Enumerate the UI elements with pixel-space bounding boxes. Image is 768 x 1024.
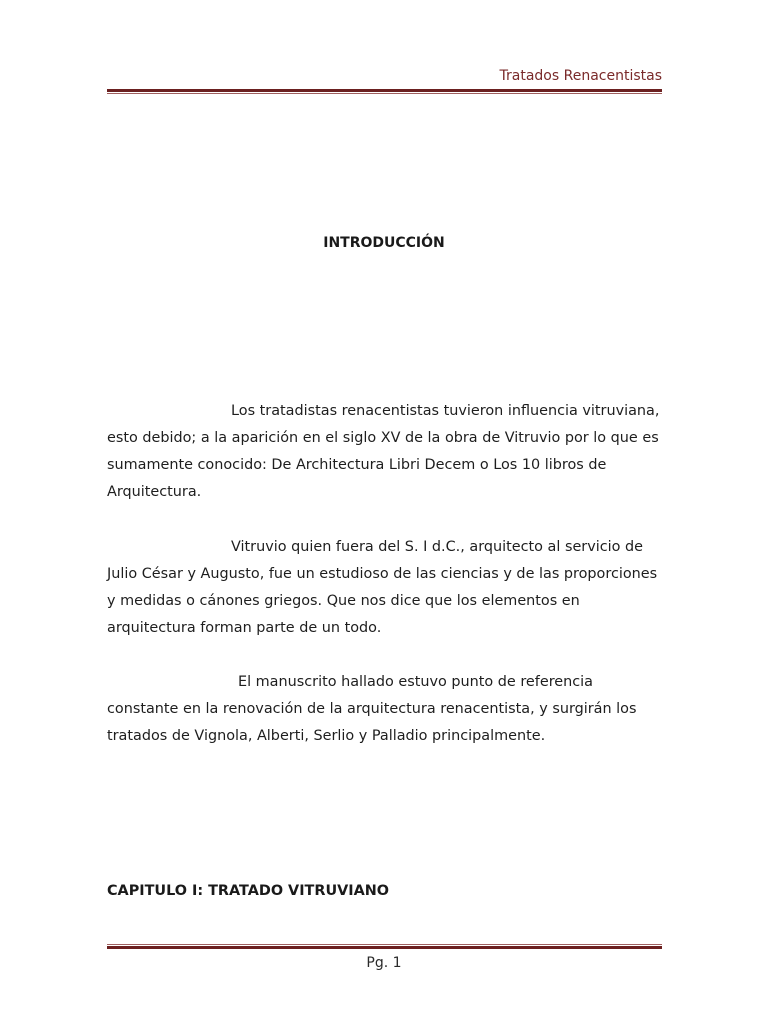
footer-rule-thick	[107, 946, 662, 949]
header-rule-thick	[107, 89, 662, 92]
header-rule	[107, 89, 662, 94]
footer-rule	[107, 944, 662, 949]
paragraph-1: Los tratadistas renacentistas tuvieron influencia vitruviana, esto debido; a la aparición en el siglo XV de la obra de Vitruvio por lo que es sumamente conocido: De Architectura Libri Decem o Los 10 libros de Arquitectura.	[107, 403, 660, 500]
paragraph-3: El manuscrito hallado estuvo punto de referencia constante en la renovación de la arquitectura renacentista, y surgirán los tratados de Vignola, Alberti, Serlio y Palladio principalmente.	[107, 674, 637, 744]
paragraph-2: Vitruvio quien fuera del S. I d.C., arquitecto al servicio de Julio César y Augusto, fue un estudioso de las ciencias y de las proporciones y medidas o cánones griegos. Que nos dice que los elementos en arquitectura forman parte de un todo.	[107, 539, 658, 636]
header-rule-thin	[107, 93, 662, 94]
chapter-title: CAPITULO I: TRATADO VITRUVIANO	[107, 883, 390, 899]
page-number: Pg. 1	[366, 955, 402, 971]
footer-rule-thin	[107, 944, 662, 945]
header-title: Tratados Renacentistas	[499, 68, 662, 84]
section-title: INTRODUCCIÓN	[323, 235, 445, 251]
